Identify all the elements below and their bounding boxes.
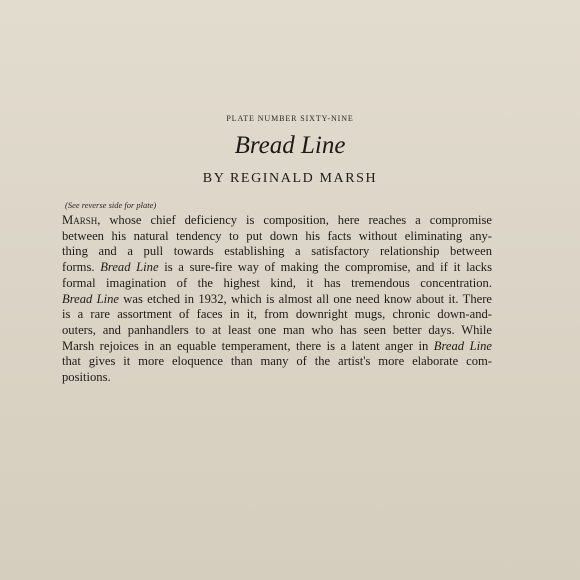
- paragraph-line-5: formal imagination of the highest kind, it has tremendous concentration.: [62, 275, 492, 290]
- paragraph-line-6: [62, 292, 492, 308]
- line-text: Marsh rejoices in an equable temperament, there is a latent anger in: [62, 338, 434, 353]
- paragraph-line-1: [62, 213, 492, 229]
- commentary-paragraph: [62, 213, 492, 386]
- italic-title-ref: Bread Line: [433, 338, 492, 353]
- lead-word: Marsh: [62, 213, 98, 227]
- paragraph-line-8: outers, and panhandlers to at least one man who has seen better days. While: [62, 322, 492, 337]
- line-text: was etched in 1932, which is almost all one need know about it. There: [118, 291, 492, 306]
- plate-title: Bread Line: [234, 132, 346, 159]
- paragraph-line-2: between his natural tendency to put down his facts without eliminating any-: [62, 228, 492, 243]
- line-text: is a sure-fire way of making the compromise, and if it lacks: [158, 260, 492, 275]
- italic-title-ref: Bread Line: [62, 291, 119, 306]
- artist-byline: BY REGINALD MARSH: [202, 171, 378, 186]
- paragraph-line-11: positions.: [62, 370, 111, 385]
- paragraph-line-4: [62, 260, 492, 276]
- paragraph-line-7: is a rare assortment of faces in it, from downright mugs, chronic down-and-: [62, 307, 492, 322]
- paragraph-line-10: that gives it more eloquence than many of the artist's more elaborate com-: [62, 354, 492, 369]
- plate-number-heading: PLATE NUMBER SIXTY-NINE: [226, 114, 354, 123]
- line-text: forms.: [62, 260, 101, 275]
- line-text: , whose chief deficiency is composition, here reaches a compromise: [97, 213, 492, 227]
- reverse-side-note: (See reverse side for plate): [65, 200, 157, 210]
- italic-title-ref: Bread Line: [100, 260, 159, 275]
- paragraph-line-9: [62, 339, 492, 355]
- paragraph-line-3: thing and a pull towards establishing a satisfactory relationship between: [62, 244, 492, 259]
